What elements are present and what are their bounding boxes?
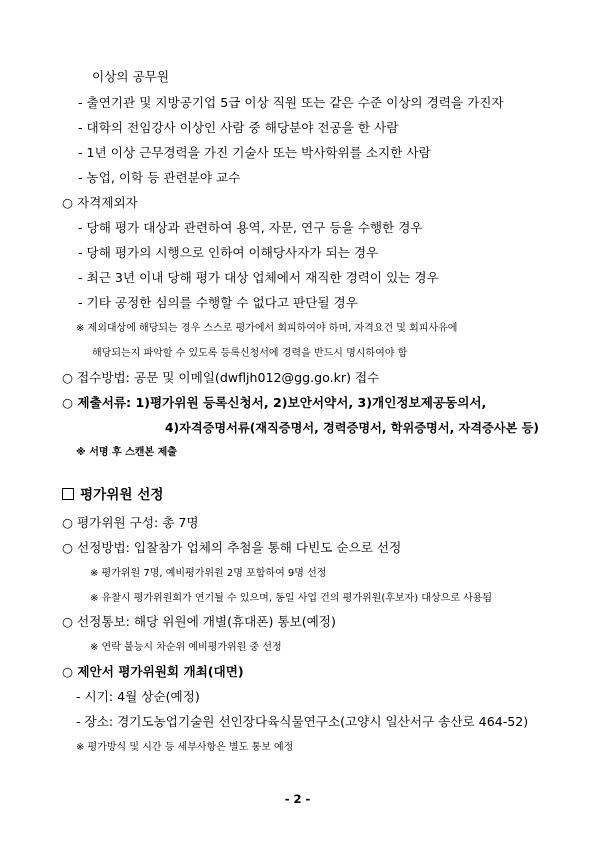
text-line: ○ 평가위원 구성: 총 7명 [62,515,199,530]
text-line: - 장소: 경기도농업기술원 선인장다육식물연구소(고양시 일산서구 송산로 464-52) [76,714,529,729]
text-line: ○ 제안서 평가위원회 개최(대면) [62,664,244,679]
text-line: - 시기: 4월 상순(예정) [76,689,200,704]
note-line: ※ 유찰시 평가위원회가 연기될 수 있으며, 동일 사업 건의 평가위원(후보자) 대상으로 사용됨 [90,593,493,604]
text-line: 4)자격증명서류(재직증명서, 경력증명서, 학위증명서, 자격증사본 등) [165,421,539,435]
note-line: ※ 서명 후 스캔본 제출 [76,447,177,458]
text-line: - 대학의 전임강사 이상인 사람 중 해당분야 전공을 한 사람 [78,120,399,135]
page-number: - 2 - [284,792,311,806]
note-line: 해당되는지 파악할 수 있도록 등록신청서에 경력을 반드시 명시하여야 함 [92,348,408,359]
section-title: 평가위원 선정 [80,487,164,503]
text-line: - 출연기관 및 지방공기업 5급 이상 직원 또는 같은 수준 이상의 경력을 가진자 [78,95,504,110]
text-line: - 농업, 이학 등 관련분야 교수 [78,170,241,185]
note-line: ※ 평가방식 및 시간 등 세부사항은 별도 통보 예정 [76,742,294,753]
text-line: - 최근 3년 이내 당해 평가 대상 업체에서 재직한 경력이 있는 경우 [78,270,439,285]
text-line: ○ 선정통보: 해당 위원에 개별(휴대폰) 통보(예정) [62,614,336,629]
note-line: ※ 평가위원 7명, 예비평가위원 2명 포함하여 9명 선정 [90,568,327,579]
text-line: ○ 접수방법: 공문 및 이메일(dwfljh012@gg.go.kr) 접수 [62,370,380,385]
text-line: ○ 선정방법: 입찰참가 업체의 추첨을 통해 다빈도 순으로 선정 [62,540,402,555]
section-heading [62,486,164,504]
text-line: - 1년 이상 근무경력을 가진 기술사 또는 박사학위를 소지한 사람 [78,145,431,160]
text-line: - 당해 평가의 시행으로 인하여 이해당사자가 되는 경우 [78,245,379,260]
text-line: - 기타 공정한 심의를 수행할 수 없다고 판단될 경우 [78,295,358,310]
text-line: 이상의 공무원 [92,69,169,84]
text-line: - 당해 평가 대상과 관련하여 용역, 자문, 연구 등을 수행한 경우 [78,220,423,235]
note-line: ※ 제외대상에 해당되는 경우 스스로 평가에서 회피하여야 하며, 자격요건 및 회피사유에 [76,323,458,334]
text-line: ○ 제출서류: 1)평가위원 등록신청서, 2)보안서약서, 3)개인정보제공동의서, [62,395,487,410]
checkbox-square-icon [62,488,74,500]
note-line: ※ 연락 불능시 차순위 예비평가위원 중 선정 [90,642,282,653]
text-line: ○ 자격제외자 [62,195,138,210]
